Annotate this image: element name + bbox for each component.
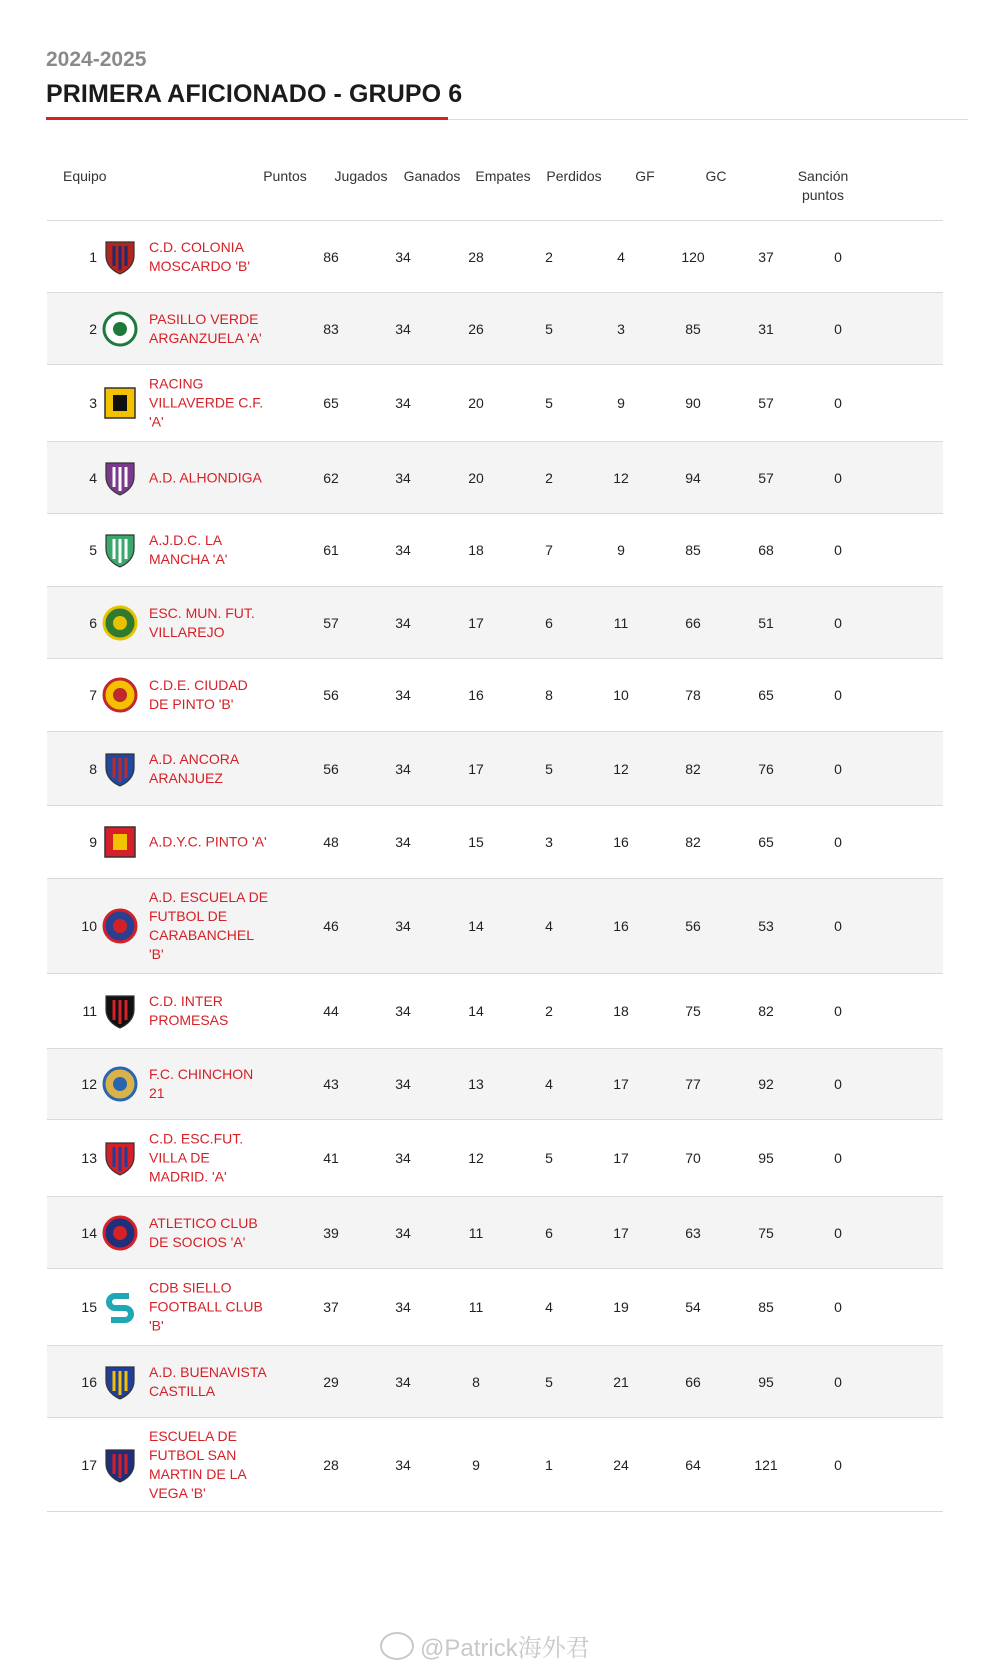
table-row bbox=[47, 1269, 943, 1346]
table-body bbox=[47, 221, 943, 1512]
cell-gf: 94 bbox=[685, 469, 701, 486]
table-row bbox=[47, 732, 943, 806]
cell-sanction: 0 bbox=[834, 834, 842, 850]
cell-won: 17 bbox=[468, 760, 484, 777]
cell-gc: 85 bbox=[758, 1299, 774, 1315]
row-position: 17 bbox=[81, 1456, 97, 1473]
cell-lost: 12 bbox=[613, 760, 629, 777]
cell-played: 34 bbox=[395, 1373, 411, 1390]
table-row bbox=[47, 442, 943, 514]
cell-gf: 75 bbox=[685, 1003, 701, 1019]
cell-gc: 95 bbox=[758, 1150, 774, 1166]
cell-gf: 120 bbox=[681, 248, 705, 265]
cell-won: 13 bbox=[468, 1076, 484, 1092]
team-name-link[interactable]: RACING VILLAVERDE C.F. 'A' bbox=[149, 375, 264, 430]
cell-won: 20 bbox=[468, 395, 484, 411]
cell-points: 39 bbox=[323, 1224, 339, 1241]
cell-played: 34 bbox=[395, 1456, 411, 1473]
cell-gc: 82 bbox=[758, 1003, 774, 1019]
cell-drawn: 5 bbox=[545, 395, 553, 411]
cell-lost: 19 bbox=[613, 1299, 629, 1315]
alhondiga-crest-icon bbox=[101, 459, 139, 497]
ancora-aranjuez-crest-icon bbox=[101, 750, 139, 788]
title-accent-bar bbox=[46, 117, 448, 120]
row-position: 14 bbox=[81, 1224, 97, 1241]
cell-points: 29 bbox=[323, 1373, 339, 1390]
cell-drawn: 2 bbox=[545, 248, 553, 265]
cell-won: 14 bbox=[468, 918, 484, 934]
cell-sanction: 0 bbox=[834, 1076, 842, 1092]
cell-sanction: 0 bbox=[834, 1373, 842, 1390]
cell-drawn: 8 bbox=[545, 687, 553, 703]
cell-gf: 77 bbox=[685, 1076, 701, 1092]
cell-sanction: 0 bbox=[834, 1224, 842, 1241]
table-row bbox=[47, 806, 943, 879]
cell-won: 14 bbox=[468, 1003, 484, 1019]
cell-gf: 70 bbox=[685, 1150, 701, 1166]
cell-won: 11 bbox=[468, 1299, 484, 1315]
cell-played: 34 bbox=[395, 918, 411, 934]
team-name-link[interactable]: ATLETICO CLUB DE SOCIOS 'A' bbox=[149, 1214, 258, 1250]
cell-gf: 54 bbox=[685, 1299, 701, 1315]
cell-drawn: 3 bbox=[545, 834, 553, 850]
header-gf: GF bbox=[635, 168, 655, 184]
header-won: Ganados bbox=[403, 168, 461, 184]
cell-points: 57 bbox=[323, 614, 339, 631]
row-position: 11 bbox=[82, 1003, 97, 1019]
inter-promesas-crest-icon bbox=[101, 992, 139, 1030]
row-position: 8 bbox=[89, 760, 97, 777]
cell-drawn: 7 bbox=[545, 542, 553, 558]
cell-gc: 65 bbox=[758, 687, 774, 703]
cell-played: 34 bbox=[395, 1003, 411, 1019]
table-row bbox=[47, 879, 943, 974]
cell-points: 28 bbox=[323, 1456, 339, 1473]
cell-won: 26 bbox=[468, 320, 484, 337]
team-name-link[interactable]: A.D. ANCORA ARANJUEZ bbox=[149, 750, 239, 786]
cell-played: 34 bbox=[395, 614, 411, 631]
cell-won: 9 bbox=[472, 1456, 480, 1473]
cell-played: 34 bbox=[395, 248, 411, 265]
cell-played: 34 bbox=[395, 760, 411, 777]
row-position: 7 bbox=[89, 687, 97, 703]
cell-played: 34 bbox=[395, 469, 411, 486]
cell-sanction: 0 bbox=[834, 687, 842, 703]
cell-lost: 18 bbox=[613, 1003, 629, 1019]
cell-gc: 65 bbox=[758, 834, 774, 850]
header-drawn: Empates bbox=[475, 168, 531, 184]
cell-drawn: 1 bbox=[545, 1456, 553, 1473]
cell-drawn: 5 bbox=[545, 320, 553, 337]
cell-drawn: 4 bbox=[545, 1076, 553, 1092]
cell-gf: 64 bbox=[685, 1456, 701, 1473]
row-position: 6 bbox=[89, 614, 97, 631]
cell-won: 17 bbox=[468, 614, 484, 631]
cell-lost: 12 bbox=[613, 469, 629, 486]
header-team: Equipo bbox=[63, 168, 107, 184]
cell-gc: 68 bbox=[758, 542, 774, 558]
cell-won: 11 bbox=[468, 1224, 484, 1241]
siello-crest-icon bbox=[101, 1288, 139, 1326]
cell-played: 34 bbox=[395, 1299, 411, 1315]
table-row bbox=[47, 974, 943, 1049]
villa-de-madrid-crest-icon bbox=[101, 1139, 139, 1177]
cell-played: 34 bbox=[395, 1150, 411, 1166]
cell-gf: 82 bbox=[685, 760, 701, 777]
table-row bbox=[47, 659, 943, 732]
cell-gf: 85 bbox=[685, 542, 701, 558]
cell-played: 34 bbox=[395, 395, 411, 411]
cell-gf: 66 bbox=[685, 614, 701, 631]
team-name-link[interactable]: PASILLO VERDE ARGANZUELA 'A' bbox=[149, 310, 262, 346]
pasillo-verde-crest-icon bbox=[101, 310, 139, 348]
cell-sanction: 0 bbox=[834, 1003, 842, 1019]
cell-lost: 16 bbox=[613, 918, 629, 934]
cell-points: 65 bbox=[323, 395, 339, 411]
row-position: 2 bbox=[89, 320, 97, 337]
header-played: Jugados bbox=[334, 168, 388, 184]
cell-drawn: 5 bbox=[545, 1150, 553, 1166]
cell-points: 43 bbox=[323, 1076, 339, 1092]
cell-gf: 56 bbox=[685, 918, 701, 934]
team-name-link[interactable]: A.D. ESCUELA DE FUTBOL DE CARABANCHEL 'B' bbox=[149, 889, 269, 962]
cell-won: 15 bbox=[468, 834, 484, 850]
watermark-text: @Patrick海外君 bbox=[420, 1635, 590, 1662]
cell-won: 16 bbox=[468, 687, 484, 703]
watermark bbox=[380, 1628, 590, 1663]
cell-sanction: 0 bbox=[834, 918, 842, 934]
cell-played: 34 bbox=[395, 1224, 411, 1241]
club-de-socios-crest-icon bbox=[101, 1214, 139, 1252]
table-row bbox=[47, 1197, 943, 1269]
cell-lost: 17 bbox=[613, 1076, 629, 1092]
cell-played: 34 bbox=[395, 687, 411, 703]
table-row bbox=[47, 514, 943, 587]
cell-sanction: 0 bbox=[834, 248, 842, 265]
cell-lost: 9 bbox=[617, 542, 625, 558]
row-position: 16 bbox=[81, 1373, 97, 1390]
cell-gc: 95 bbox=[758, 1373, 774, 1390]
cell-lost: 21 bbox=[613, 1373, 629, 1390]
team-name-link[interactable]: C.D. ESC.FUT. VILLA DE MADRID. 'A' bbox=[149, 1130, 244, 1185]
row-position: 12 bbox=[81, 1076, 97, 1092]
cell-won: 8 bbox=[472, 1373, 480, 1390]
header-lost: Perdidos bbox=[546, 168, 602, 184]
team-name-link[interactable]: A.D. BUENAVISTA CASTILLA bbox=[149, 1363, 266, 1399]
team-name-link[interactable]: A.J.D.C. LA MANCHA 'A' bbox=[149, 532, 228, 567]
row-position: 1 bbox=[89, 248, 97, 265]
page-title: PRIMERA AFICIONADO - GRUPO 6 bbox=[46, 80, 463, 108]
table-row bbox=[47, 221, 943, 293]
cell-points: 44 bbox=[323, 1003, 339, 1019]
cell-sanction: 0 bbox=[834, 1150, 842, 1166]
cell-gc: 76 bbox=[758, 760, 774, 777]
adyc-pinto-crest-icon bbox=[101, 823, 139, 861]
cell-lost: 3 bbox=[617, 320, 625, 337]
cell-sanction: 0 bbox=[834, 320, 842, 337]
cell-lost: 24 bbox=[613, 1456, 629, 1473]
cell-gf: 66 bbox=[685, 1373, 701, 1390]
team-name-link[interactable]: C.D.E. CIUDAD DE PINTO 'B' bbox=[149, 677, 248, 712]
cell-lost: 17 bbox=[613, 1150, 629, 1166]
san-martin-crest-icon bbox=[101, 1446, 139, 1484]
table-row bbox=[47, 1120, 943, 1197]
team-name-link[interactable]: ESC. MUN. FUT. VILLAREJO bbox=[149, 604, 255, 640]
team-name-link[interactable]: C.D. INTER PROMESAS bbox=[149, 993, 229, 1028]
cell-gc: 37 bbox=[758, 248, 774, 265]
cell-played: 34 bbox=[395, 542, 411, 558]
cell-gf: 78 bbox=[685, 687, 701, 703]
row-position: 15 bbox=[81, 1299, 97, 1315]
cell-gc: 121 bbox=[754, 1456, 778, 1473]
cell-points: 48 bbox=[323, 834, 339, 850]
season-label: 2024-2025 bbox=[46, 48, 147, 71]
cell-points: 46 bbox=[323, 918, 339, 934]
row-position: 5 bbox=[89, 542, 97, 558]
row-position: 9 bbox=[89, 834, 97, 850]
cell-points: 83 bbox=[323, 320, 339, 337]
table-row bbox=[47, 1346, 943, 1418]
cell-drawn: 5 bbox=[545, 1373, 553, 1390]
cell-points: 41 bbox=[323, 1150, 339, 1166]
row-position: 3 bbox=[89, 395, 97, 411]
cell-lost: 4 bbox=[617, 248, 625, 265]
cell-lost: 10 bbox=[613, 687, 629, 703]
cell-won: 20 bbox=[468, 469, 484, 486]
table-header bbox=[47, 152, 943, 221]
row-position: 13 bbox=[81, 1150, 97, 1166]
cell-gc: 75 bbox=[758, 1224, 774, 1241]
header-points: Puntos bbox=[263, 168, 307, 184]
cell-gf: 85 bbox=[685, 320, 701, 337]
cell-drawn: 4 bbox=[545, 918, 553, 934]
cell-gc: 57 bbox=[758, 469, 774, 486]
team-name-link[interactable]: F.C. CHINCHON 21 bbox=[149, 1066, 254, 1101]
cell-lost: 17 bbox=[613, 1224, 629, 1241]
table-row bbox=[47, 293, 943, 365]
cell-points: 56 bbox=[323, 760, 339, 777]
cell-points: 62 bbox=[323, 469, 339, 486]
cell-gc: 51 bbox=[758, 614, 774, 631]
cell-won: 18 bbox=[468, 542, 484, 558]
cell-drawn: 2 bbox=[545, 469, 553, 486]
cell-gc: 57 bbox=[758, 395, 774, 411]
cell-won: 12 bbox=[468, 1150, 484, 1166]
cell-gc: 92 bbox=[758, 1076, 774, 1092]
cell-points: 86 bbox=[323, 248, 339, 265]
cell-drawn: 2 bbox=[545, 1003, 553, 1019]
cell-points: 37 bbox=[323, 1299, 339, 1315]
team-name-link[interactable]: A.D. ALHONDIGA bbox=[149, 469, 262, 485]
standings-table bbox=[47, 152, 943, 1512]
cell-played: 34 bbox=[395, 320, 411, 337]
cell-drawn: 5 bbox=[545, 760, 553, 777]
cell-sanction: 0 bbox=[834, 469, 842, 486]
cell-played: 34 bbox=[395, 834, 411, 850]
cell-gf: 82 bbox=[685, 834, 701, 850]
cell-points: 56 bbox=[323, 687, 339, 703]
header-sanction: Sanción puntos bbox=[797, 168, 849, 203]
cell-gf: 63 bbox=[685, 1224, 701, 1241]
cell-gc: 31 bbox=[758, 320, 774, 337]
cell-sanction: 0 bbox=[834, 1299, 842, 1315]
chinchon-crest-icon bbox=[101, 1065, 139, 1103]
ciudad-de-pinto-crest-icon bbox=[101, 676, 139, 714]
racing-villaverde-crest-icon bbox=[101, 384, 139, 422]
cell-drawn: 4 bbox=[545, 1299, 553, 1315]
cell-lost: 11 bbox=[613, 614, 629, 631]
team-name-link[interactable]: CDB SIELLO FOOTBALL CLUB 'B' bbox=[149, 1279, 263, 1334]
cell-sanction: 0 bbox=[834, 760, 842, 777]
weibo-icon bbox=[380, 1632, 414, 1660]
cell-lost: 16 bbox=[613, 834, 629, 850]
cell-lost: 9 bbox=[617, 395, 625, 411]
cell-won: 28 bbox=[468, 248, 484, 265]
villarejo-crest-icon bbox=[101, 604, 139, 642]
table-row bbox=[47, 1049, 943, 1120]
cell-gf: 90 bbox=[685, 395, 701, 411]
row-position: 4 bbox=[89, 469, 97, 486]
cell-drawn: 6 bbox=[545, 1224, 553, 1241]
colonia-moscardo-crest-icon bbox=[101, 238, 139, 276]
cell-drawn: 6 bbox=[545, 614, 553, 631]
buenavista-crest-icon bbox=[101, 1363, 139, 1401]
la-mancha-crest-icon bbox=[101, 531, 139, 569]
table-row bbox=[47, 1418, 943, 1512]
cell-gc: 53 bbox=[758, 918, 774, 934]
team-name-link[interactable]: C.D. COLONIA MOSCARDO 'B' bbox=[149, 238, 251, 274]
carabanchel-crest-icon bbox=[101, 907, 139, 945]
cell-played: 34 bbox=[395, 1076, 411, 1092]
row-position: 10 bbox=[81, 918, 97, 934]
team-name-link[interactable]: A.D.Y.C. PINTO 'A' bbox=[149, 833, 267, 850]
header-gc: GC bbox=[705, 168, 727, 184]
table-row bbox=[47, 587, 943, 659]
team-name-link[interactable]: ESCUELA DE FUTBOL SAN MARTIN DE LA VEGA 'B' bbox=[149, 1427, 246, 1501]
cell-sanction: 0 bbox=[834, 1456, 842, 1473]
table-row bbox=[47, 365, 943, 442]
cell-sanction: 0 bbox=[834, 542, 842, 558]
cell-points: 61 bbox=[323, 542, 339, 558]
cell-sanction: 0 bbox=[834, 614, 842, 631]
cell-sanction: 0 bbox=[834, 395, 842, 411]
